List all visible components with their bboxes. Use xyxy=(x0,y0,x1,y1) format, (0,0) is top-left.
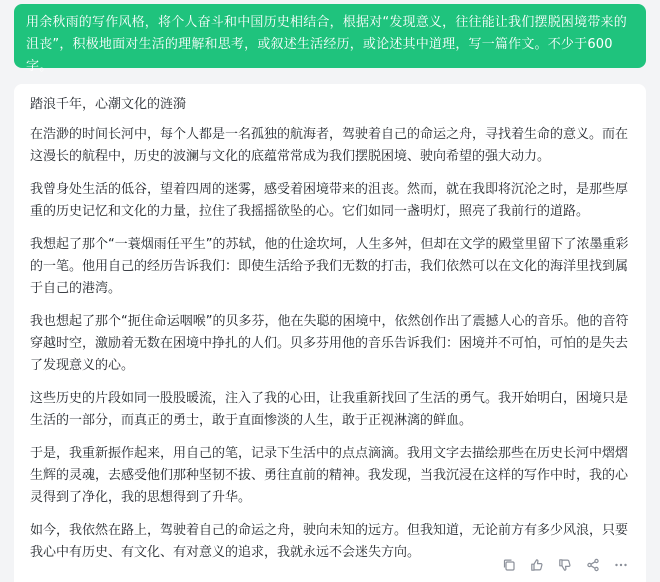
essay-paragraph-3: 我想起了那个“一蓑烟雨任平生”的苏轼，他的仕途坎坷，人生多舛，但却在文学的殿堂里留下了浓墨重彩的一笔。他用自己的经历告诉我们：即使生活给予我们无数的打击，我们依然可以在文化的海洋里找到属于自己的港湾。 xyxy=(30,237,629,296)
answer-action-bar xyxy=(502,558,628,572)
essay-paragraph-2: 我曾身处生活的低谷，望着四周的迷雾，感受着困境带来的沮丧。然而，就在我即将沉沦之时，是那些厚重的历史记忆和文化的力量，拉住了我摇摇欲坠的心。它们如同一盏明灯，照亮了我前行的道路。 xyxy=(30,182,629,219)
user-prompt-bubble xyxy=(14,4,646,74)
share-icon[interactable] xyxy=(586,558,600,572)
copy-icon[interactable] xyxy=(502,558,516,572)
essay-paragraph-4: 我也想起了那个“扼住命运咽喉”的贝多芬，他在失聪的困境中，依然创作出了震撼人心的音乐。他的音符穿越时空，激励着无数在困境中挣扎的人们。贝多芬用他的音乐告诉我们：困境并不可怕，可怕的是失去了发现意义的心。 xyxy=(30,314,629,373)
thumbs-down-icon[interactable] xyxy=(558,558,572,572)
user-prompt-text: 用余秋雨的写作风格，将个人奋斗和中国历史相结合，根据对“发现意义，往往能让我们摆脱困境带来的沮丧”，积极地面对生活的理解和思考，或叙述生活经历，或论述其中道理，写一篇作文。不少于600字。 xyxy=(26,15,627,74)
more-icon[interactable] xyxy=(614,558,628,572)
essay-title: 踏浪千年，心潮文化的涟漪 xyxy=(30,97,187,112)
assistant-answer-card xyxy=(14,84,646,582)
essay-paragraph-7: 如今，我依然在路上，驾驶着自己的命运之舟，驶向未知的远方。但我知道，无论前方有多少风浪，只要我心中有历史、有文化、有对意义的追求，我就永远不会迷失方向。 xyxy=(30,523,629,560)
essay-paragraph-6: 于是，我重新振作起来，用自己的笔，记录下生活中的点点滴滴。我用文字去描绘那些在历史长河中熠熠生辉的灵魂，去感受他们那种坚韧不拔、勇往直前的精神。我发现，当我沉浸在这样的写作中时，我的心灵得到了净化，我的思想得到了升华。 xyxy=(30,446,629,505)
essay-paragraph-1: 在浩渺的时间长河中，每个人都是一名孤独的航海者，驾驶着自己的命运之舟，寻找着生命的意义。而在这漫长的航程中，历史的波澜与文化的底蕴常常成为我们摆脱困境、驶向希望的强大动力。 xyxy=(30,127,629,164)
essay-paragraph-5: 这些历史的片段如同一股股暖流，注入了我的心田，让我重新找回了生活的勇气。我开始明白，困境只是生活的一部分，而真正的勇士，敢于直面惨淡的人生，敢于正视淋漓的鲜血。 xyxy=(30,391,629,428)
thumbs-up-icon[interactable] xyxy=(530,558,544,572)
